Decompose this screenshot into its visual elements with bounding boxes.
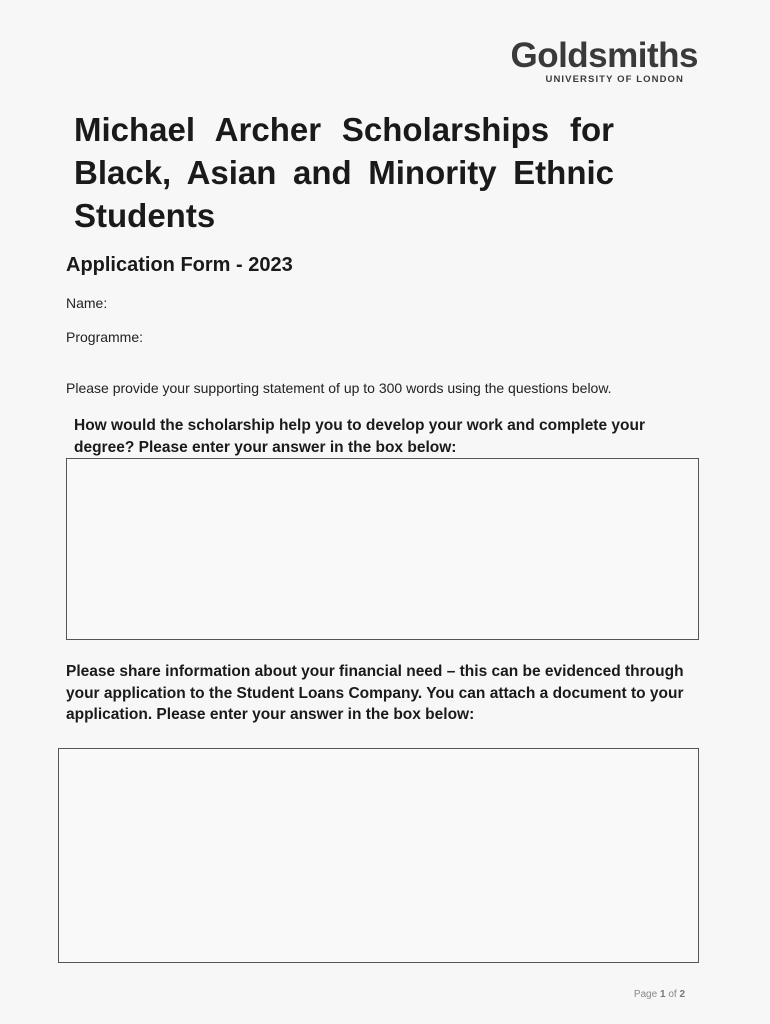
goldsmiths-logo [498,38,698,85]
page-number [634,989,685,1000]
of-word: of [668,989,677,1000]
question-1: How would the scholarship help you to develop your work and complete your degree? Please enter your answer in the box below: [74,417,645,456]
answer-box-1[interactable] [66,458,699,640]
form-subtitle: Application Form - 2023 [66,254,293,276]
logo-wordmark: Goldsmiths [510,36,698,75]
page-word: Page [633,989,658,1000]
name-label: Name: [66,295,108,311]
total-pages: 2 [679,989,685,1000]
page-title: Michael Archer Scholarships for Black, Asian and Minority Ethnic Students [74,111,614,234]
programme-label: Programme: [66,329,144,345]
instructions-text: Please provide your supporting statement of up to 300 words using the questions below. [66,380,612,396]
answer-box-2[interactable] [58,748,699,963]
logo-subtitle: UNIVERSITY OF LONDON [545,74,684,85]
question-2: Please share information about your financial need – this can be evidenced through your application to the Student Loans Company. You can attach a document to your application. Please enter your answer in the box below: [66,663,684,723]
current-page: 1 [659,989,666,1000]
